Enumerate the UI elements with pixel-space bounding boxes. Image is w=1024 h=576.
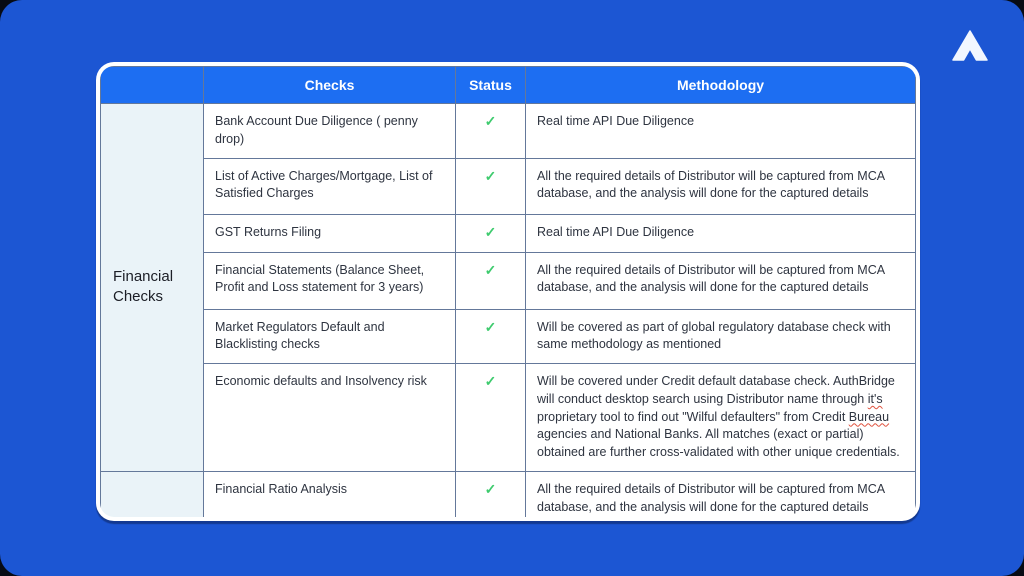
check-cell: Bank Account Due Diligence ( penny drop): [204, 104, 456, 159]
authbridge-logo-icon: [952, 30, 988, 61]
checkmark-icon: ✓: [484, 318, 497, 335]
methodology-cell: [526, 364, 916, 472]
methodology-cell: All the required details of Distributor will be captured from MCA database, and the analysis will done for the captured details: [526, 471, 916, 517]
header-status: Status: [456, 67, 526, 104]
methodology-text: proprietary tool to find out "Wilful defaulters" from Credit: [537, 409, 849, 424]
checkmark-icon: ✓: [484, 223, 497, 240]
check-cell: Economic defaults and Insolvency risk: [204, 364, 456, 472]
row-group-label: Financial Checks: [101, 104, 204, 472]
table-row: [101, 364, 916, 472]
check-cell: GST Returns Filing: [204, 214, 456, 252]
table-row: [101, 214, 916, 252]
status-cell: [456, 471, 526, 517]
header-checks: Checks: [204, 67, 456, 104]
table-frame: [100, 66, 916, 517]
status-cell: [456, 158, 526, 214]
methodology-cell: All the required details of Distributor will be captured from MCA database, and the analysis will done for the captured details: [526, 158, 916, 214]
status-cell: [456, 364, 526, 472]
methodology-cell: Real time API Due Diligence: [526, 104, 916, 159]
status-cell: [456, 309, 526, 364]
table-row: [101, 158, 916, 214]
checks-table: [100, 66, 916, 517]
methodology-cell: Real time API Due Diligence: [526, 214, 916, 252]
check-cell: Market Regulators Default and Blacklisting checks: [204, 309, 456, 364]
header-row: [101, 67, 916, 104]
row-group-cell-empty: [101, 471, 204, 517]
methodology-cell: All the required details of Distributor will be captured from MCA database, and the analysis will done for the captured details: [526, 252, 916, 309]
status-cell: [456, 214, 526, 252]
check-cell: List of Active Charges/Mortgage, List of Satisfied Charges: [204, 158, 456, 214]
methodology-text: agencies and National Banks. All matches (exact or partial) obtained are further cross-validated with other unique credentials.: [537, 427, 900, 459]
checkmark-icon: ✓: [484, 480, 497, 497]
misspelled-word: Bureau: [848, 409, 890, 424]
check-cell: Financial Statements (Balance Sheet, Profit and Loss statement for 3 years): [204, 252, 456, 309]
table-row: [101, 471, 916, 517]
check-cell: Financial Ratio Analysis: [204, 471, 456, 517]
checkmark-icon: ✓: [484, 261, 497, 278]
status-cell: [456, 252, 526, 309]
misspelled-word: it's: [867, 391, 883, 406]
methodology-cell: Will be covered as part of global regulatory database check with same methodology as mentioned: [526, 309, 916, 364]
header-corner-cell: [101, 67, 204, 104]
checkmark-icon: ✓: [484, 167, 497, 184]
table-card: [96, 62, 920, 521]
checkmark-icon: ✓: [484, 113, 497, 129]
status-cell: [456, 104, 526, 159]
table-row: [101, 252, 916, 309]
table-row: [101, 309, 916, 364]
table-row: [101, 104, 916, 159]
methodology-text: Will be covered under Credit default database check. AuthBridge will conduct desktop search using Distributor name through: [537, 374, 895, 406]
header-methodology: Methodology: [526, 67, 916, 104]
checkmark-icon: ✓: [484, 373, 497, 389]
